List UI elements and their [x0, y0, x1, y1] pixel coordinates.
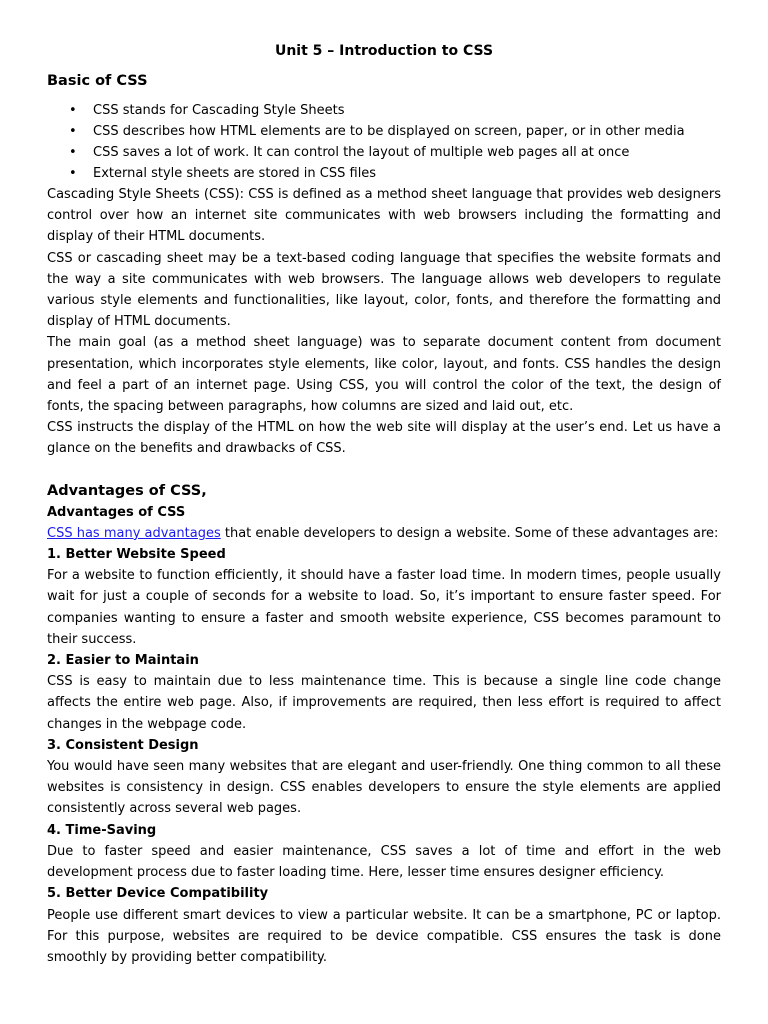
bullet-item: • CSS stands for Cascading Style Sheets [47, 100, 721, 121]
advantage-text-device: People use different smart devices to view a particular website. It can be a smartphone, PC or laptop. For this purpose, websites are required to be device compatible. CSS ensures the task is done smoothly by providing better compatibility. [47, 907, 721, 965]
basics-bullet-list [47, 100, 721, 184]
paragraph-css-instructs: CSS instructs the display of the HTML on how the web site will display at the user’s end. Let us have a glance on the benefits and drawbacks of CSS. [47, 420, 721, 457]
advantage-text-speed: For a website to function efficiently, it should have a faster load time. In modern times, people usually wait for just a couple of seconds for a website to load. So, it’s important to ensure faster speed. For companies wanting to ensure a faster and smooth website experience, CSS becomes paramount to their success. [47, 568, 721, 647]
advantage-heading-time: 4. Time-Saving [47, 822, 157, 838]
paragraph-css-definition: Cascading Style Sheets (CSS): CSS is defined as a method sheet language that provides web designers control over how an internet site communicates with web browsers including the formatting and display of their HTML documents. [47, 187, 721, 245]
advantages-intro [47, 523, 721, 544]
advantage-heading-speed: 1. Better Website Speed [47, 547, 226, 563]
advantages-subheading: Advantages of CSS [47, 504, 186, 520]
bullet-item: • CSS saves a lot of work. It can control the layout of multiple web pages all at once [47, 142, 721, 163]
paragraph-main-goal: The main goal (as a method sheet language) was to separate document content from document presentation, which incorporates style elements, like color, layout, and fonts. CSS handles the design and feel a part of an internet page. Using CSS, you will control the color of the text, the design of fonts, the spacing between paragraphs, how columns are sized and laid out, etc. [47, 335, 721, 415]
advantage-text-design: You would have seen many websites that are elegant and user-friendly. One thing common to all these websites is consistency in design. CSS enables developers to ensure the style elements are applied consistently across several web pages. [47, 759, 721, 817]
bullet-item: • CSS describes how HTML elements are to be displayed on screen, paper, or in other media [47, 121, 721, 142]
advantage-text-maintain: CSS is easy to maintain due to less maintenance time. This is because a single line code change affects the entire web page. Also, if improvements are required, then less effort is required to affect changes in the webpage code. [47, 674, 721, 732]
advantage-heading-maintain: 2. Easier to Maintain [47, 653, 199, 669]
bullet-item: • External style sheets are stored in CSS files [47, 163, 721, 184]
advantages-heading: Advantages of CSS, [47, 482, 207, 499]
paragraph-cascading-sheet: CSS or cascading sheet may be a text-based coding language that specifies the website formats and the way a site communicates with web browsers. The language allows web developers to regulate various style elements and functionalities, like layout, color, fonts, and therefore the formatting and display of HTML documents. [47, 250, 721, 330]
page-title: Unit 5 – Introduction to CSS [274, 43, 494, 59]
advantage-heading-design: 3. Consistent Design [47, 737, 199, 753]
advantage-heading-device: 5. Better Device Compatibility [47, 886, 269, 902]
basics-heading: Basic of CSS [47, 73, 148, 89]
advantage-text-time: Due to faster speed and easier maintenance, CSS saves a lot of time and effort in the web development process due to faster loading time. Here, lesser time ensures designer efficiency. [47, 843, 721, 881]
advantages-intro-text: that enable developers to design a website. Some of these advantages are: [220, 525, 719, 541]
css-advantages-link[interactable]: CSS has many advantages [47, 525, 221, 541]
